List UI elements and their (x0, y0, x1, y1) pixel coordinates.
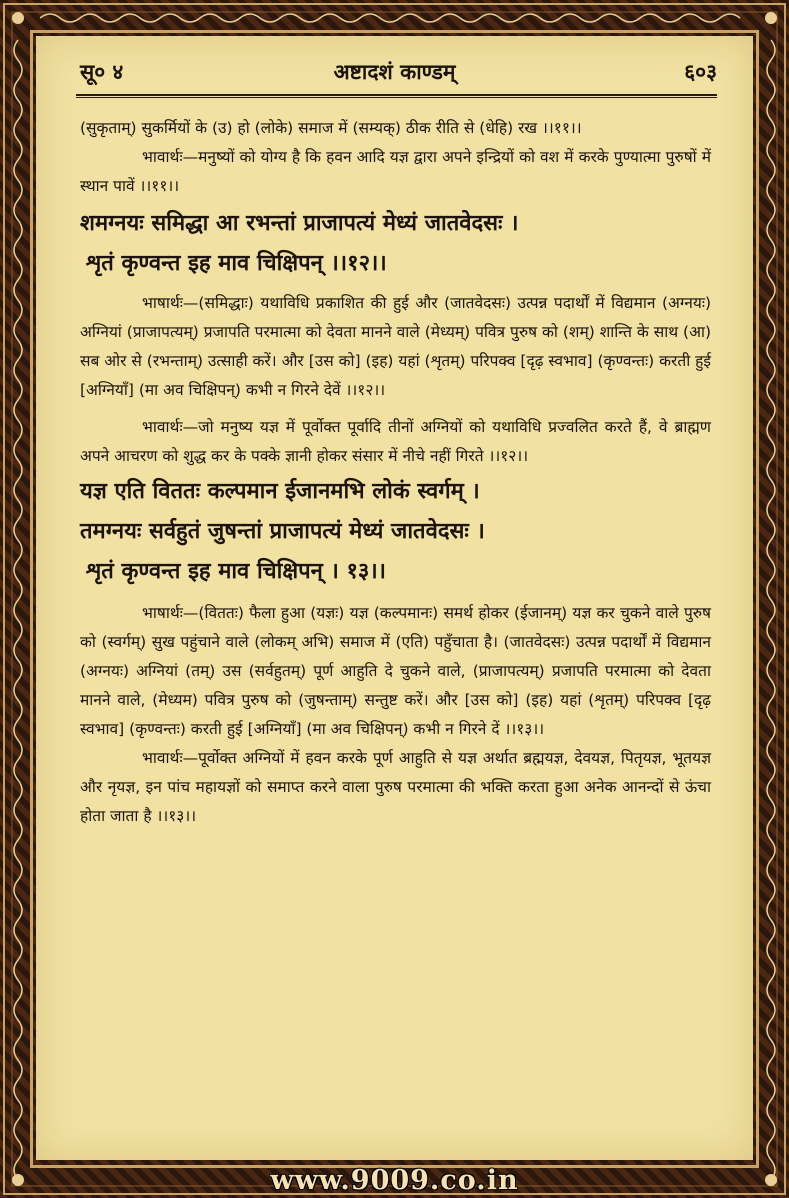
verse-line: तमग्नयः सर्वहुतं जुषन्तां प्राजापत्यं मेध्यं जातवेदसः । (80, 519, 485, 544)
text-paragraph: भाषार्थः—(विततः) फैला हुआ (यज्ञः) यज्ञ (कल्पमानः) समर्थ होकर (ईजानम्) यज्ञ कर चुकने वाले पुरुष को (स्वर्गम्) सुख पहुंचाने वाले (लोकम् अभि) समाज में (एति) पहुँचाता है। (जातवेदसः) उत्पन्न पदार्थों में विद्यमान (अग्नयः) अग्नियां (तम्) उस (सर्वहुतम्) पूर्ण आहुति दे चुकने वाले, (प्राजापत्यम्) प्रजापति परमात्मा को देवता मानने वाले, (मेध्यम) पवित्र पुरुष को (जुषन्ताम्) सन्तुष्ट करें। और [उस को] (इह) यहां (शृतम्) परिपक्व [दृढ़ स्वभाव] (कृण्वन्तः) करती हुई [अग्नियाँ] (मा अव चिक्षिपन्) कभी न गिरने दें ।।१३।। (80, 604, 711, 738)
text-paragraph: भावार्थः—जो मनुष्य यज्ञ में पूर्वोक्त पूर्वादि तीनों अग्नियों को यथाविधि प्रज्वलित करते हैं, वे ब्राह्मण अपने आचरण को शुद्ध कर के पक्के ज्ञानी होकर संसार में नीचे नहीं गिरते ।।१२।। (80, 418, 711, 465)
page-header (72, 56, 717, 90)
text-paragraph: भाषार्थः—(समिद्धाः) यथाविधि प्रकाशित की हुई और (जातवेदसः) उत्पन्न पदार्थों में विद्यमान (अग्नयः) अग्नियां (प्राजापत्यम्) प्रजापति परमात्मा को देवता मानने वाले (मेध्यम्) पवित्र पुरुष को (शम्) शान्ति के साथ (आ) सब ओर से (रभन्ताम्) उत्साही करें। और [उस को] (इह) यहां (शृतम्) परिपक्व [दृढ़ स्वभाव] (कृण्वन्तः) करती हुई [अग्नियाँ] (मा अव चिक्षिपन्) कभी न गिरने देवें ।।१२।। (80, 294, 712, 399)
page-number: ६०३ (684, 60, 717, 84)
verse-line: शमग्नयः समिद्धा आ रभन्तां प्राजापत्यं मेध्यं जातवेदसः । (80, 211, 519, 236)
page-title: अष्टादशं काण्डम् (333, 60, 456, 84)
text-paragraph: (सुकृताम्) सुकर्मियों के (उ) हो (लोके) समाज में (सम्यक्) ठीक रीति से (धेहि) रख ।।११।। (80, 119, 582, 137)
website-watermark: www.9009.co.in (270, 1165, 519, 1196)
header-rule (76, 94, 717, 96)
header-rule-thin (76, 97, 717, 98)
verse-line: यज्ञ एति विततः कल्पमान ईजानमभि लोकं स्वर्गम् । (80, 479, 480, 504)
text-paragraph: भावार्थः—मनुष्यों को योग्य है कि हवन आदि यज्ञ द्वारा अपने इन्द्रियों को वश में करके पुण्यात्मा पुरुषों में स्थान पावें ।।११।। (80, 148, 711, 195)
text-paragraph: भावार्थः—पूर्वोक्त अग्नियों में हवन करके पूर्ण आहुति से यज्ञ अर्थात ब्रह्मयज्ञ, देवयज्ञ, पितृयज्ञ, भूतयज्ञ और नृयज्ञ, इन पांच महायज्ञों को समाप्त करने वाला पुरुष परमात्मा की भक्ति करता हुआ अनेक आनन्दों से ऊंचा होता जाता है ।।१३।। (80, 749, 711, 825)
book-page (36, 36, 753, 1160)
verse-line: शृतं कृण्वन्त इह माव चिक्षिपन् । १३।। (86, 559, 387, 584)
sukta-number: सू० ४ (80, 60, 124, 84)
verse-line: शृतं कृण्वन्त इह माव चिक्षिपन् ।।१२।। (86, 251, 387, 276)
page-content (80, 114, 711, 831)
